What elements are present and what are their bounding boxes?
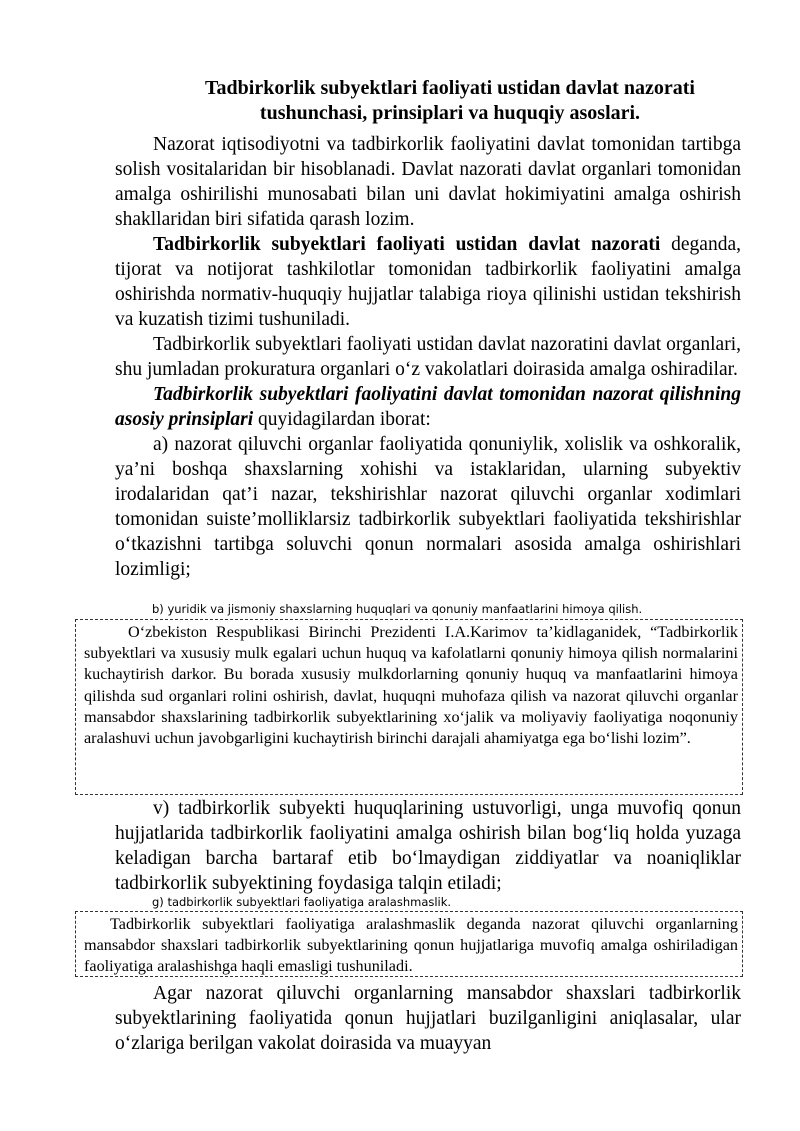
- quote-box-1-text: O‘zbekiston Respublikasi Birinchi Prezidenti I.A.Karimov ta’kidlaganidek, “Tadbirkorlik subyektlari va xususiy mulk egalari uchun huquq va kafolatlarni qonuniy himoya qilish normalarini kuchaytirish darkor. Bu borada xususiy mulkdorlarning qonuniy huquq va manfaatlarini himoya qilishda sud organlari rolini oshirish, davlat, huquqni muhofaza qilish va nazorat qiluvchi organlar mansabdor shaxslarining tadbirkorlik subyektlarining xo‘jalik va moliyaviy faoliyatiga noqonuniy aralashuvi uchun javobgarligini kuchaytirish birinchi darajali ahamiyatga ega bo‘lishi lozim”.: [84, 623, 738, 748]
- main-text-middle: [115, 796, 741, 896]
- paragraph-4-bold-italic: Tadbirkorlik subyektlari faoliyatini davlat tomonidan nazorat qilishning asosiy prinsiplari: [115, 384, 741, 430]
- paragraph-7: Agar nazorat qiluvchi organlarning mansabdor shaxslari tadbirkorlik subyektlarining faoliyatida qonun hujjatlari buzilganligini aniqlasalar, ular o‘zlariga berilgan vakolat doirasida va muayyan: [115, 983, 741, 1054]
- quote-box-1: [75, 619, 743, 795]
- document-title: [150, 76, 750, 126]
- paragraph-4: [115, 382, 741, 432]
- main-text-lower: [115, 981, 741, 1056]
- title-line-1: Tadbirkorlik subyektlari faoliyati ustidan davlat nazorati: [205, 77, 695, 99]
- paragraph-2: [115, 232, 741, 332]
- paragraph-1: Nazorat iqtisodiyotni va tadbirkorlik faoliyatini davlat tomonidan tartibga solish vositalaridan bir hisoblanadi. Davlat nazorati davlat organlari tomonidan amalga oshirilishi munosabati bilan uni davlat hokimiyatini amalga oshirish shakllaridan biri sifatida qarash lozim.: [115, 134, 741, 230]
- principle-g-line: g) tadbirkorlik subyektlari faoliyatiga aralashmaslik.: [152, 895, 452, 909]
- main-text-upper: [115, 132, 741, 582]
- quote-box-2: [75, 911, 743, 977]
- paragraph-3: Tadbirkorlik subyektlari faoliyati ustidan davlat nazoratini davlat organlari, shu jumladan prokuratura organlari o‘z vakolatlari doirasida amalga oshiradilar.: [115, 334, 741, 380]
- title-line-2: tushunchasi, prinsiplari va huquqiy asoslari.: [259, 102, 641, 124]
- paragraph-6: v) tadbirkorlik subyekti huquqlarining ustuvorligi, unga muvofiq qonun hujjatlarida tadbirkorlik faoliyatini amalga oshirish bilan bog‘liq holda yuzaga keladigan barcha bartaraf etib bo‘lmaydigan ziddiyatlar va noaniqliklar tadbirkorlik subyektining foydasiga talqin etiladi;: [115, 798, 741, 894]
- paragraph-2-bold: Tadbirkorlik subyektlari faoliyati ustidan davlat nazorati: [153, 234, 661, 255]
- paragraph-5: a) nazorat qiluvchi organlar faoliyatida qonuniylik, xolislik va oshkoralik, ya’ni boshqa shaxslarning xohishi va istaklaridan, ularning subyektiv irodalaridan qat’i nazar, tekshirishlar nazorat qiluvchi organlar xodimlari tomonidan suiste’molliklarsiz tadbirkorlik subyektlari faoliyatida tekshirishlar o‘tkazishni tartibga soluvchi qonun normalari asosida amalga oshirishlari lozimligi;: [115, 434, 741, 580]
- paragraph-4-rest: quyidagilardan iborat:: [253, 409, 431, 430]
- principle-b-line: b) yuridik va jismoniy shaxslarning huquqlari va qonuniy manfaatlarini himoya qilish.: [152, 602, 643, 616]
- paragraph-2-rest: deganda, tijorat va notijorat tashkilotlar tomonidan tadbirkorlik faoliyatini amalga oshirishda normativ-huquqiy hujjatlar talabiga rioya qilinishi ustidan tekshirish va kuzatish tizimi tushuniladi.: [115, 234, 741, 330]
- quote-box-2-text: Tadbirkorlik subyektlari faoliyatiga aralashmaslik deganda nazorat qiluvchi organlarning mansabdor shaxslari tadbirkorlik subyektlarining qonun hujjatlariga muvofiq amalga oshiriladigan faoliyatiga aralashishga haqli emasligi tushuniladi.: [84, 915, 738, 976]
